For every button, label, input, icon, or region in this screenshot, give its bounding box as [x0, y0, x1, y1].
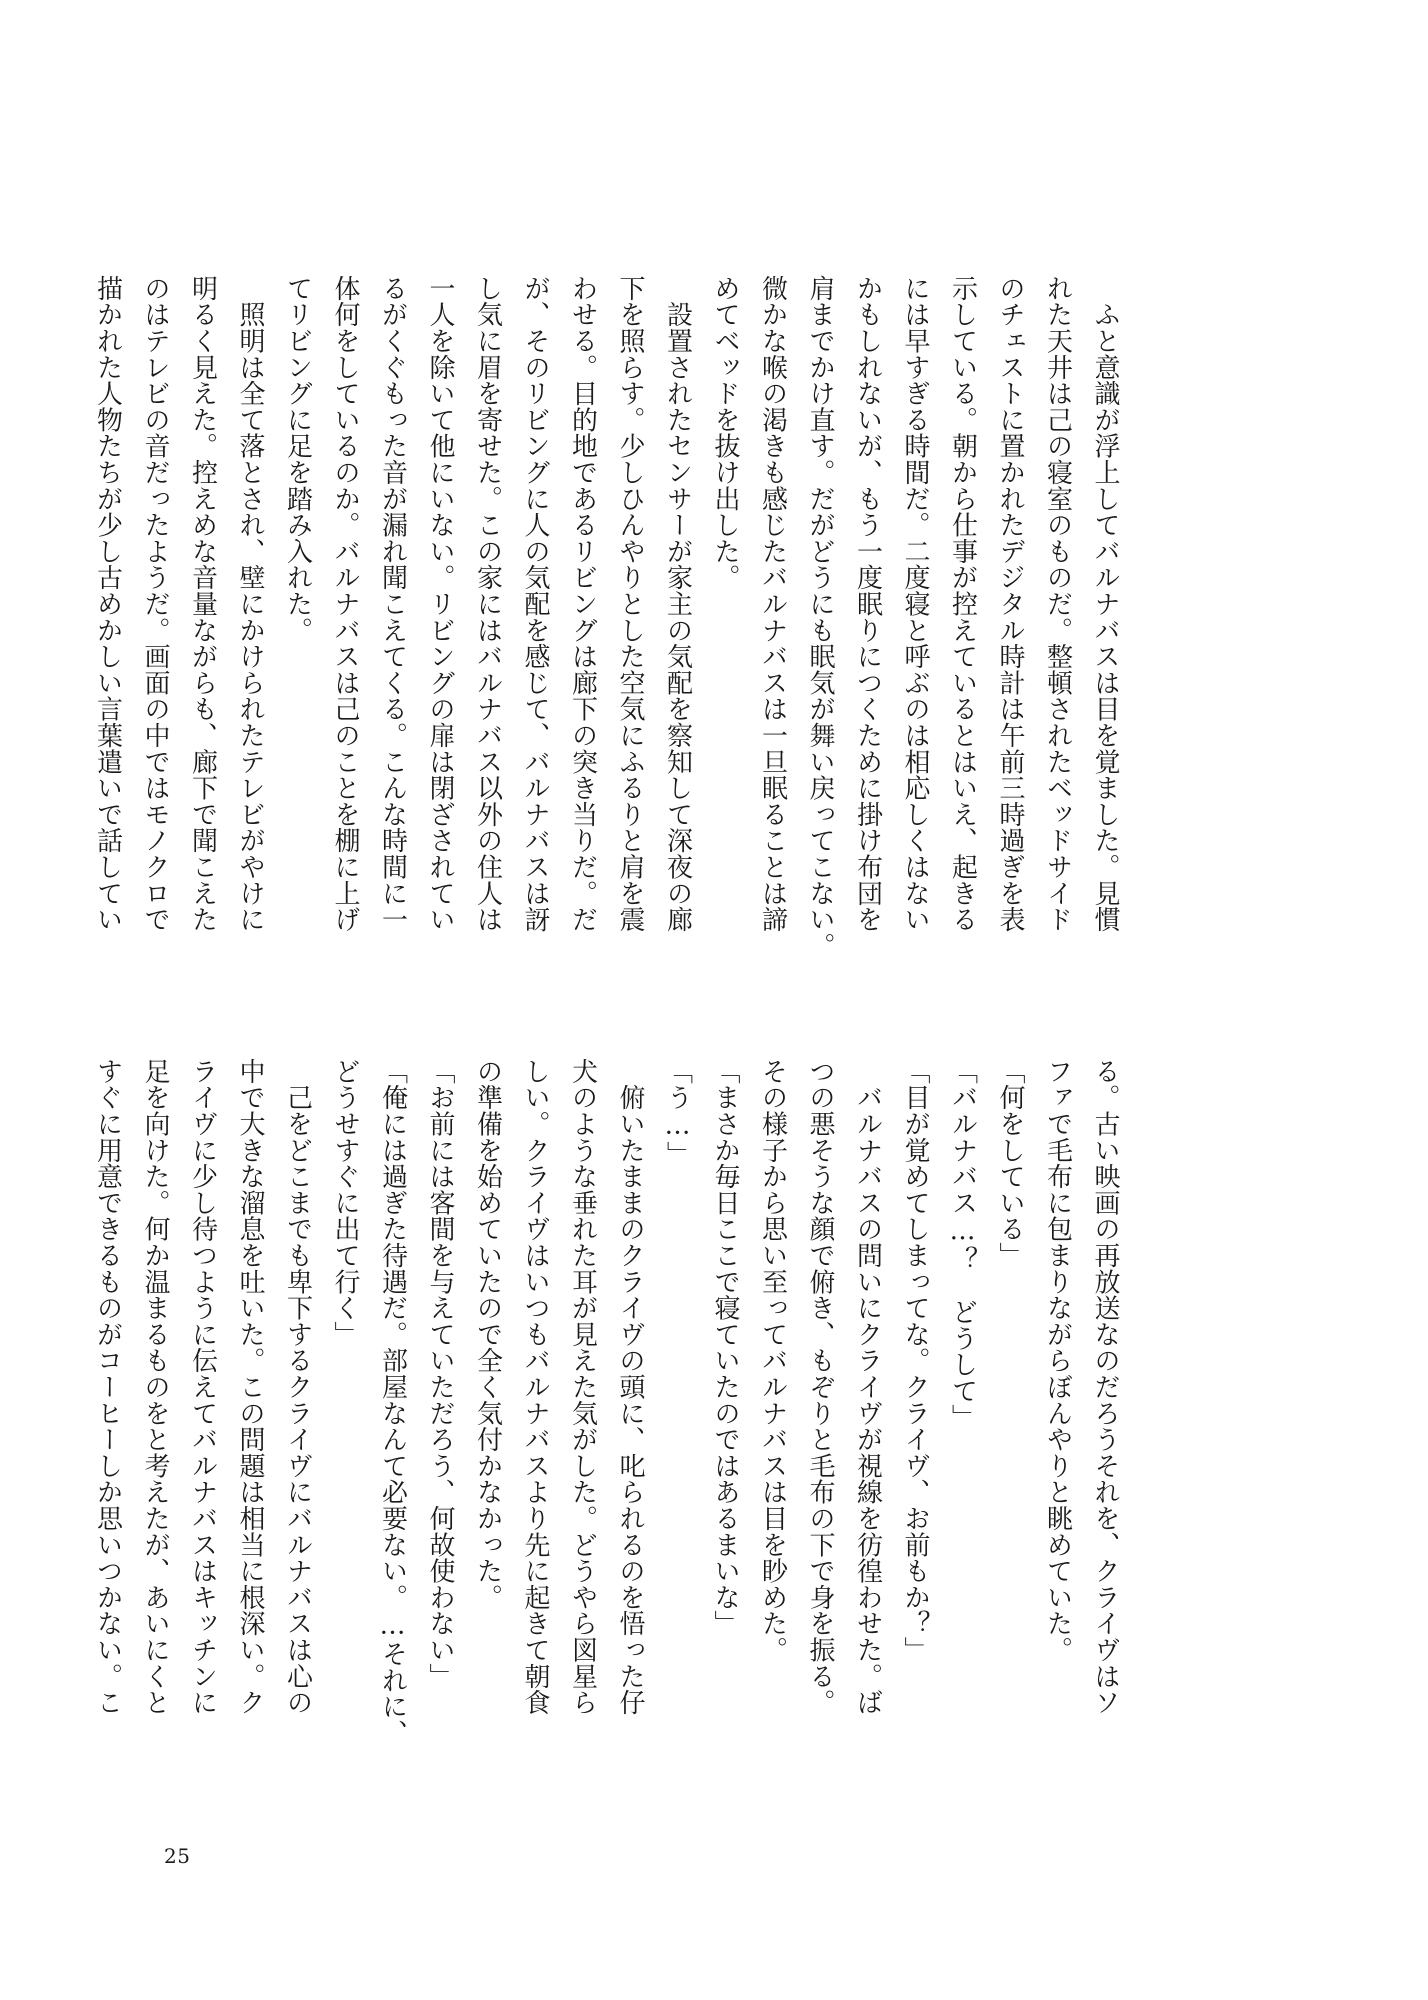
- text-column: 「俺には過ぎた待遇だ。部屋なんて必要ない。…それに、: [377, 1058, 408, 1746]
- text-column: 「目が覚めてしまってな。クライヴ、お前もか？」: [900, 1058, 930, 1663]
- text-column: 中で大きな溜息を吐いた。この問題は相当に根深い。ク: [235, 1058, 265, 1716]
- text-column: ファで毛布に包まりながらぼんやりと眺めていた。: [1042, 1058, 1073, 1663]
- text-column: 微かな喉の渇きも感じたバルナバスは一旦眠ることは諦: [757, 275, 788, 933]
- text-column: 示している。朝から仕事が控えているとはいえ、起きる: [947, 275, 978, 933]
- upper-text-block: [83, 275, 1128, 959]
- text-column: の準備を始めていたので全く気付かなかった。: [472, 1058, 503, 1611]
- page-number: 25: [164, 1844, 191, 1868]
- text-column: 「何をしている」: [995, 1058, 1025, 1269]
- text-column: すぐに用意できるものがコーヒーしか思いつかない。こ: [92, 1058, 123, 1716]
- text-column: 肩までかけ直す。だがどうにも眠気が舞い戻ってこない。: [805, 275, 835, 959]
- text-column: 体何をしているのか。バルナバスは己のことを棚に上げ: [330, 275, 360, 933]
- text-column: 描かれた人物たちが少し古めかしい言葉遣いで話してい: [92, 275, 123, 933]
- text-column: 「まさか毎日ここで寝ていたのではあるまいな」: [710, 1058, 740, 1637]
- text-column: 「お前には客間を与えていただろう、何故使わない」: [425, 1058, 455, 1690]
- text-column: が、そのリビングに人の気配を感じて、バルナバスは訝: [520, 275, 550, 933]
- text-column: その様子から思い至ってバルナバスは目を眇めた。: [757, 1058, 788, 1663]
- text-column: 俯いたままのクライヴの頭に、叱られるのを悟った仔: [615, 1058, 645, 1716]
- text-column: めてベッドを抜け出した。: [710, 275, 740, 591]
- text-column: 下を照らす。少しひんやりとした空気にふるりと肩を震: [615, 275, 645, 933]
- text-column: には早すぎる時間だ。二度寝と呼ぶのは相応しくはない: [900, 275, 930, 933]
- text-column: わせる。目的地であるリビングは廊下の突き当りだ。だ: [567, 275, 598, 933]
- text-column: れた天井は己の寝室のものだ。整頓されたベッドサイド: [1042, 275, 1073, 933]
- text-column: 足を向けた。何か温まるものをと考えたが、あいにくと: [140, 1058, 170, 1716]
- text-column: バルナバスの問いにクライヴが視線を彷徨わせた。ば: [852, 1058, 883, 1716]
- text-column: 一人を除いて他にいない。リビングの扉は閉ざされてい: [425, 275, 455, 933]
- text-column: し気に眉を寄せた。この家にはバルナバス以外の住人は: [472, 275, 503, 933]
- text-column: 明るく見えた。控えめな音量ながらも、廊下で聞こえた: [187, 275, 218, 933]
- text-column: かもしれないが、もう一度眠りにつくために掛け布団を: [852, 275, 883, 933]
- text-column: 「う…」: [662, 1058, 693, 1168]
- text-column: しい。クライヴはいつもバルナバスより先に起きて朝食: [520, 1058, 550, 1716]
- text-column: ライヴに少し待つように伝えてバルナバスはキッチンに: [187, 1058, 218, 1716]
- text-column: 犬のような垂れた耳が見えた気がした。どうやら図星ら: [567, 1058, 598, 1716]
- text-column: る。古い映画の再放送なのだろうそれを、クライヴはソ: [1090, 1058, 1120, 1716]
- text-column: るがくぐもった音が漏れ聞こえてくる。こんな時間に一: [377, 275, 408, 933]
- text-column: 設置されたセンサーが家主の気配を察知して深夜の廊: [662, 275, 693, 933]
- text-column: 「バルナバス…？ どうして」: [947, 1058, 978, 1431]
- lower-text-block: [83, 1058, 1128, 1758]
- text-column: てリビングに足を踏み入れた。: [282, 275, 313, 644]
- text-column: 己をどこまでも卑下するクライヴにバルナバスは心の: [282, 1058, 313, 1716]
- text-column: のチェストに置かれたデジタル時計は午前三時過ぎを表: [995, 275, 1025, 933]
- text-column: どうせすぐに出て行く」: [330, 1058, 360, 1348]
- text-column: のはテレビの音だったようだ。画面の中ではモノクロで: [140, 275, 170, 933]
- text-column: ふと意識が浮上してバルナバスは目を覚ました。見慣: [1090, 275, 1120, 933]
- text-column: 照明は全て落とされ、壁にかけられたテレビがやけに: [235, 275, 265, 933]
- text-column: つの悪そうな顔で俯き、もぞりと毛布の下で身を振る。: [805, 1058, 835, 1716]
